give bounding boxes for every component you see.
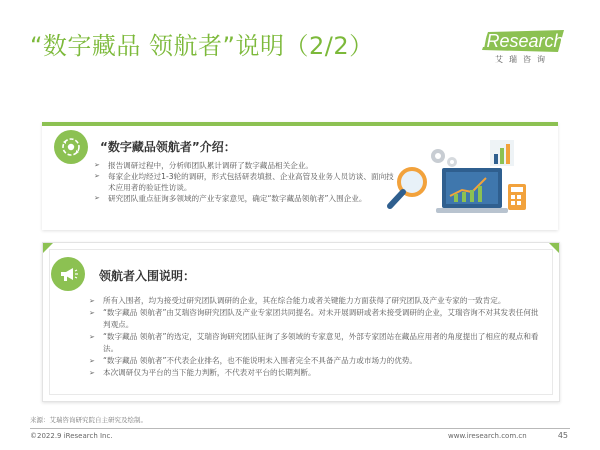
logo-subtitle: 艾瑞咨询: [495, 55, 551, 64]
bar-chart-icon: [490, 140, 514, 166]
gear-cycle-icon: [54, 130, 88, 164]
footer-copyright: ©2022.9 iResearch Inc.: [30, 432, 113, 440]
intro-card: [42, 122, 558, 230]
magnifier-icon: [390, 169, 425, 206]
intro-bullet: ➢ 报告调研过程中，分析师团队累计调研了数字藏品相关企业。: [94, 160, 394, 171]
criteria-bullet-list: [89, 295, 539, 379]
green-corner-tab: [549, 243, 559, 253]
criteria-bullet: ➢ “数字藏品 领航者”不代表企业排名，也不能说明未入围者完全不具备产品力或市场力的优势。: [89, 355, 539, 367]
green-corner-tab: [43, 243, 53, 253]
criteria-bullet: ➢ “数字藏品 领航者”由艾瑞咨询研究团队及产业专家团共同提名。对未开展调研或者未接受调研的企业，艾瑞咨询不对其发表任何批判观点。: [89, 307, 539, 331]
logo-wordmark: iResearch: [482, 31, 564, 51]
source-note: 来源：艾瑞咨询研究院自主研究及绘制。: [30, 416, 147, 424]
laptop-icon: [436, 168, 508, 213]
intro-bullet: ➢ 每家企业均经过1-3轮的调研，形式包括研表填报、企业高管及业务人员访谈、面向技术应用者的验证性访谈。: [94, 171, 394, 193]
calculator-icon: [508, 184, 526, 210]
footer-website-link[interactable]: www.iresearch.com.cn: [448, 432, 527, 440]
criteria-bullet: ➢ “数字藏品 领航者”的选定，艾瑞咨询研究团队征询了多领域的专家意见，外部专家团站在藏品应用者的角度提出了相应的观点和看法。: [89, 331, 539, 355]
intro-bullet: ➢ 研究团队重点征询多领域的产业专家意见，确定“数字藏品领航者”入围企业。: [94, 193, 394, 204]
iresearch-logo: [482, 30, 564, 70]
footer-divider: [30, 428, 570, 429]
gear-icon: [431, 149, 457, 167]
criteria-bullet: ➢ 本次调研仅为平台的当下能力判断，不代表对平台的长期判断。: [89, 367, 539, 379]
intro-bullet-list: [94, 160, 394, 204]
research-illustration: [382, 134, 532, 222]
criteria-heading: 领航者入围说明：: [99, 269, 196, 283]
page-number: 45: [557, 431, 568, 440]
intro-heading: “数字藏品领航者”介绍：: [100, 140, 236, 154]
criteria-bullet: ➢ 所有入围者，均为接受过研究团队调研的企业，其在综合能力或者关键能力方面获得了研究团队及产业专家的一致肯定。: [89, 295, 539, 307]
megaphone-icon: [51, 257, 85, 291]
page-title: “数字藏品 领航者”说明（2/2）: [30, 32, 374, 60]
criteria-card: [42, 242, 560, 402]
